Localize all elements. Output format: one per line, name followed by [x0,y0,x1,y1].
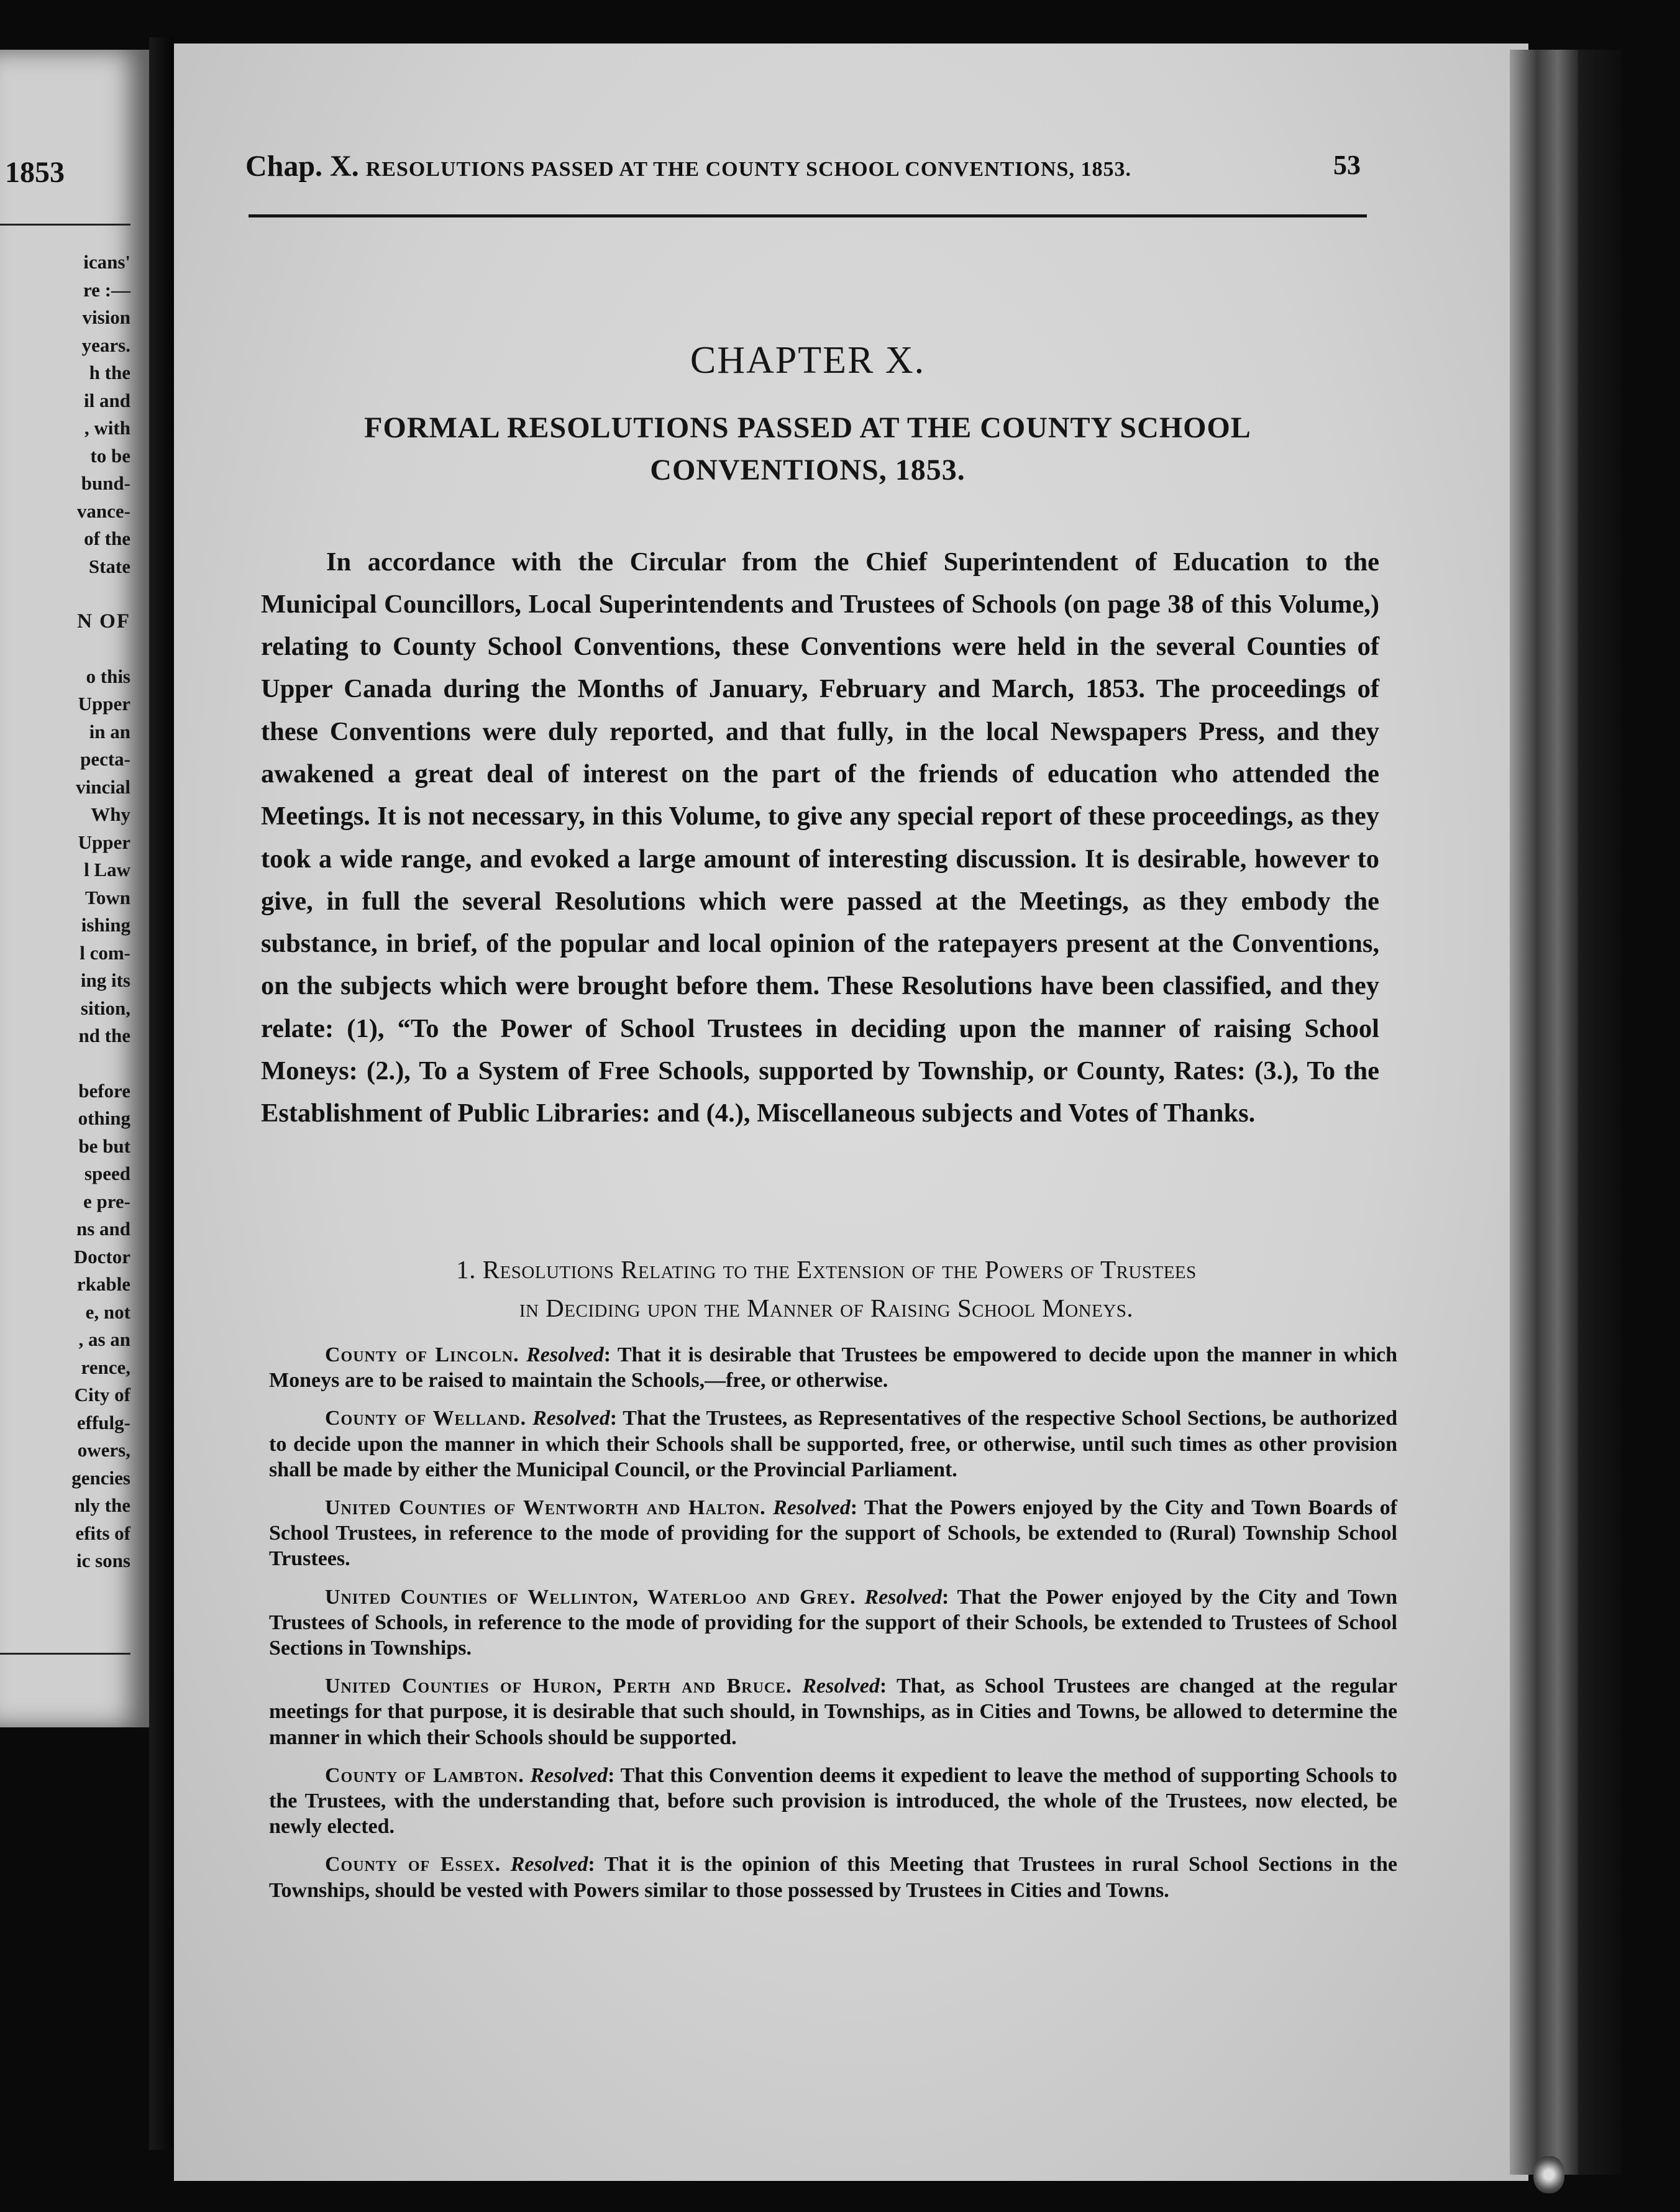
resolution-text: : That the Power enjoyed by the City and Town Trustees of Schools, in reference to the mode of providing for the support of their Schools, be extended to Trustees of School Sections in Townships. [269,1585,1398,1660]
left-page-line: othing [78,1107,130,1129]
left-page-line: icans' [83,251,130,273]
left-page-line: l com- [80,941,130,964]
left-page-line: ic sons [76,1550,130,1571]
resolution-county: County of Essex. [325,1853,501,1876]
left-page-line: State [88,555,130,577]
resolution-item [269,1763,1397,1840]
left-page-line: vincial [76,775,130,798]
left-page-line: Upper [78,693,130,715]
left-page-line: vance- [76,500,130,522]
left-page-line: , as an [78,1328,130,1350]
left-page-text [6,249,130,1575]
resolved-label: Resolved [526,1343,604,1366]
left-page-line: before [78,1079,130,1102]
left-page-line: o this [86,665,130,687]
left-page-line: of the [84,528,130,549]
left-page-line: e, not [85,1300,130,1323]
resolution-county: County of Lambton. [325,1763,524,1787]
book-gutter [149,37,174,2150]
resolved-label: Resolved [532,1407,610,1430]
resolved-label: Resolved [802,1675,880,1698]
left-page-line: speed [84,1163,130,1184]
left-page-line: nly the [74,1494,130,1516]
section-title-line-1: FORMAL RESOLUTIONS PASSED AT THE COUNTY SCHOOL [364,411,1251,444]
intro-paragraph: In accordance with the Circular from the Chief Superintendent of Education to the Municipal Councillors, Local Superintendents and Trustees of Schools (on page 38 of this Volume,) relating to County School Conventions, these Conventions were held in the several Counties of Upper Canada during the Months of January, February and March, 1853. The proceedings of these Conventions were duly reported, and that fully, in the local Newspapers Press, and they awakened a great deal of interest on the part of the friends of education who attended the Meetings. It is not necessary, in this Volume, to give any special report of these proceedings, as they took a wide range, and evoked a large amount of interesting discussion. It is desirable, however to give, in full the several Resolutions which were passed at the Meetings, as they embody the substance, in brief, of the popular and local opinion of the ratepayers present at the Conventions, on the subjects which were brought before them. These Resolutions have been classified, and they relate: (1), “To the Power of School Trustees in deciding upon the manner of raising School Moneys: (2.), To a System of Free Schools, supported by Township, or County, Rates: (3.), To the Establishment of Public Libraries: and (4.), Miscellaneous subjects and Votes of Thanks. [261,547,1379,1128]
left-page-line: rence, [81,1356,130,1378]
resolution-text: : That this Convention deems it expedient to leave the method of supporting Schools to the Trustees, with the understanding that, before such provision is introduced, the whole of the Trustees, now elected, be newly elected. [269,1763,1397,1839]
resolution-county: County of Welland. [325,1407,527,1430]
left-page-line: Town [85,886,130,908]
left-page-rule [0,224,130,226]
left-page-fragment [0,50,149,1727]
page-number: 53 [1333,150,1361,180]
resolution-text: : That, as School Trustees are changed at the regular meetings for that purpose, it is desirable that such should, in Townships, as in Cities and Towns, be allowed to determine the manner in which their Schools should be supported. [269,1675,1398,1749]
left-page-line: , with [84,417,130,439]
left-page-line: h the [89,362,130,383]
resolution-item [269,1342,1397,1393]
left-page-line: il and [84,389,130,411]
scan-corner-mark [1533,2156,1564,2193]
resolution-county: United Counties of Huron, Perth and Bruce. [325,1675,792,1698]
resolved-label: Resolved [530,1763,608,1787]
left-page-line: nd the [78,1025,130,1046]
resolutions-list [269,1342,1397,1916]
left-page-line: sition, [80,997,130,1019]
resolution-item [269,1584,1397,1661]
left-page-line: vision [82,306,130,328]
left-page-gap [6,580,130,608]
left-page-line: City of [74,1384,130,1405]
left-page-line: re :— [83,278,130,301]
running-head-chapter: Chap. X. [245,150,359,183]
resolution-text: : That the Trustees, as Representatives of the respective School Sections, be authorized to decide upon the manner in which their Schools shall be supported, free, or otherwise, until such times as other provision shall be made by either the Municipal Council, or the Provincial Parliament. [269,1407,1398,1481]
subheading-line-2: in Deciding upon the Manner of Raising School Moneys. [519,1294,1134,1322]
left-page-line: gencies [71,1466,130,1489]
resolution-county: United Counties of Wellinton, Waterloo and Grey. [325,1585,856,1609]
left-page-line: Doctor [73,1245,130,1268]
left-page-line: effulg- [76,1411,130,1433]
left-page-line: ing its [80,969,130,991]
resolution-text: : That the Powers enjoyed by the City and Town Boards of School Trustees, in reference to the mode of providing for the support of Schools, be extended to (Rural) Township School Trustees. [269,1496,1397,1571]
left-page-line: Why [91,803,130,825]
left-page-line: rkable [76,1273,130,1295]
left-page-line: to be [90,444,130,467]
left-page-line: Upper [78,831,130,853]
resolved-label: Resolved [510,1853,588,1876]
resolution-item [269,1673,1397,1750]
chapter-title: CHAPTER X. [690,339,926,382]
resolved-label: Resolved [773,1496,851,1520]
resolved-label: Resolved [864,1585,943,1609]
left-page-line: ishing [81,914,130,936]
page-edge-right [1510,50,1578,2175]
resolution-text: : That it is the opinion of this Meeting that Trustees in rural School Sections in the Townships, should be vested with Powers similar to those possessed by Trustees in Cities and Towns. [269,1853,1397,1902]
left-page-bottom-rule [0,1653,130,1655]
left-page-line: owers, [77,1439,130,1461]
left-page-line: be but [78,1135,130,1157]
resolution-county: County of Lincoln. [325,1343,519,1366]
left-page-line: l Law [84,859,130,880]
resolution-text: : That it is desirable that Trustees be empowered to decide upon the manner in which Moneys are to be raised to maintain the Schools,—free, or otherwise. [269,1343,1398,1392]
left-page-line: e pre- [83,1190,130,1212]
left-page-heading: N OF [77,610,130,633]
subheading-line-1: 1. Resolutions Relating to the Extension of the Powers of Trustees [456,1255,1197,1284]
left-page-line: efits of [75,1522,130,1544]
resolutions-subheading [267,1250,1386,1327]
left-page-line: years. [81,334,130,356]
left-page-line: in an [89,720,130,743]
left-page-line: pecta- [80,748,130,770]
header-rule [249,214,1367,217]
scanner-background-right [1578,50,1622,2175]
left-page-gap [6,636,130,663]
running-head [245,149,1361,183]
left-page-line: ns and [76,1218,130,1240]
left-page-line: bund- [81,472,130,494]
resolution-item [269,1495,1397,1572]
section-title-line-2: CONVENTIONS, 1853. [650,454,966,487]
section-title [261,407,1354,491]
resolution-county: United Counties of Wentworth and Halton. [325,1496,766,1520]
left-page-gap [6,1050,130,1077]
resolution-item [269,1405,1397,1483]
running-head-title: RESOLUTIONS PASSED AT THE COUNTY SCHOOL CONVENTIONS, 1853. [365,158,1131,181]
resolution-item [269,1852,1397,1903]
left-page-header: 1853 [5,156,65,189]
